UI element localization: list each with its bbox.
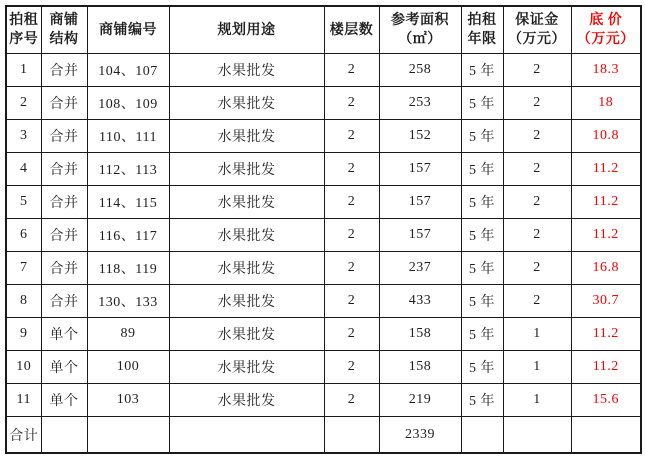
cell-floors: 2 (324, 351, 379, 384)
col-header-term (461, 6, 503, 54)
cell-base-price: 18 (571, 87, 641, 120)
table-row (6, 87, 641, 120)
col-header-area (379, 6, 461, 54)
cell-deposit: 1 (503, 318, 571, 351)
cell-area: 258 (379, 54, 461, 87)
col-header-base-price (571, 6, 641, 54)
cell-term: 5 年 (461, 318, 503, 351)
header-line: 参考面积 (391, 13, 449, 28)
cell-base-price: 10.8 (571, 120, 641, 153)
cell-shop-no: 104、107 (87, 54, 169, 87)
cell-shop-no: 116、117 (87, 219, 169, 252)
cell-structure: 合并 (41, 252, 87, 285)
cell-floors: 2 (324, 252, 379, 285)
cell-term: 5 年 (461, 87, 503, 120)
cell-term: 5 年 (461, 153, 503, 186)
cell-floors: 2 (324, 219, 379, 252)
header-line: 结构 (49, 32, 79, 47)
cell-seq: 10 (6, 351, 41, 384)
table-row (6, 153, 641, 186)
col-header-deposit (503, 6, 571, 54)
cell-use: 水果批发 (169, 252, 324, 285)
cell-seq: 9 (6, 318, 41, 351)
cell-area: 237 (379, 252, 461, 285)
cell-base-price: 11.2 (571, 318, 641, 351)
col-header-shop-no (87, 6, 169, 54)
cell-floors: 2 (324, 285, 379, 318)
cell-structure: 合并 (41, 87, 87, 120)
cell-structure: 单个 (41, 384, 87, 417)
cell-floors (324, 417, 379, 454)
cell-use: 水果批发 (169, 120, 324, 153)
cell-deposit: 2 (503, 120, 571, 153)
cell-term: 5 年 (461, 351, 503, 384)
col-header-structure (41, 6, 87, 54)
header-line: 商铺 (49, 13, 79, 28)
cell-seq: 6 (6, 219, 41, 252)
cell-seq: 2 (6, 87, 41, 120)
cell-use: 水果批发 (169, 87, 324, 120)
cell-use: 水果批发 (169, 219, 324, 252)
cell-shop-no: 103 (87, 384, 169, 417)
cell-floors: 2 (324, 186, 379, 219)
cell-shop-no: 89 (87, 318, 169, 351)
cell-floors: 2 (324, 54, 379, 87)
cell-floors: 2 (324, 87, 379, 120)
cell-base-price: 15.6 (571, 384, 641, 417)
shop-rental-table (5, 5, 642, 454)
cell-use: 水果批发 (169, 318, 324, 351)
cell-term: 5 年 (461, 384, 503, 417)
table-row (6, 351, 641, 384)
header-line: 商铺编号 (99, 22, 157, 38)
cell-area: 219 (379, 384, 461, 417)
cell-deposit: 2 (503, 285, 571, 318)
cell-use (169, 417, 324, 454)
cell-base-price: 11.2 (571, 351, 641, 384)
header-line: 底 价 (589, 13, 623, 28)
table-row (6, 384, 641, 417)
header-line: 拍租 (467, 13, 497, 28)
cell-base-price: 11.2 (571, 153, 641, 186)
cell-term: 5 年 (461, 54, 503, 87)
cell-deposit: 2 (503, 153, 571, 186)
total-area: 2339 (379, 417, 461, 454)
header-line: 保证金 (515, 13, 559, 28)
col-header-use (169, 6, 324, 54)
header-line: 序号 (9, 32, 39, 47)
cell-structure: 合并 (41, 120, 87, 153)
cell-deposit: 2 (503, 186, 571, 219)
table-row (6, 54, 641, 87)
cell-term: 5 年 (461, 285, 503, 318)
table-row (6, 252, 641, 285)
cell-base-price: 11.2 (571, 186, 641, 219)
cell-structure: 合并 (41, 54, 87, 87)
cell-seq: 11 (6, 384, 41, 417)
header-line: （㎡） (398, 32, 442, 47)
cell-deposit: 2 (503, 87, 571, 120)
cell-floors: 2 (324, 153, 379, 186)
cell-structure: 合并 (41, 285, 87, 318)
cell-seq: 7 (6, 252, 41, 285)
table-row (6, 318, 641, 351)
cell-deposit: 1 (503, 384, 571, 417)
cell-deposit: 2 (503, 219, 571, 252)
cell-seq: 4 (6, 153, 41, 186)
cell-term (461, 417, 503, 454)
col-header-seq (6, 6, 41, 54)
cell-area: 157 (379, 186, 461, 219)
cell-structure (41, 417, 87, 454)
cell-base-price: 30.7 (571, 285, 641, 318)
cell-floors: 2 (324, 318, 379, 351)
cell-area: 433 (379, 285, 461, 318)
cell-term: 5 年 (461, 252, 503, 285)
cell-shop-no: 114、115 (87, 186, 169, 219)
cell-shop-no: 130、133 (87, 285, 169, 318)
cell-term: 5 年 (461, 120, 503, 153)
cell-area: 157 (379, 153, 461, 186)
cell-deposit (503, 417, 571, 454)
cell-base-price (571, 417, 641, 454)
cell-term: 5 年 (461, 219, 503, 252)
cell-seq: 1 (6, 54, 41, 87)
header-line: 规划用途 (217, 22, 276, 38)
cell-floors: 2 (324, 120, 379, 153)
cell-use: 水果批发 (169, 351, 324, 384)
cell-base-price: 11.2 (571, 219, 641, 252)
total-row (6, 417, 641, 454)
cell-term: 5 年 (461, 186, 503, 219)
cell-seq: 5 (6, 186, 41, 219)
cell-use: 水果批发 (169, 384, 324, 417)
cell-structure: 合并 (41, 186, 87, 219)
cell-use: 水果批发 (169, 153, 324, 186)
col-header-floors (324, 6, 379, 54)
header-line: 年限 (467, 32, 497, 47)
cell-structure: 合并 (41, 219, 87, 252)
cell-base-price: 16.8 (571, 252, 641, 285)
cell-use: 水果批发 (169, 186, 324, 219)
cell-floors: 2 (324, 384, 379, 417)
header-line: （万元） (508, 32, 566, 47)
header-line: 拍租 (9, 13, 39, 28)
header-row (6, 6, 641, 54)
cell-deposit: 2 (503, 54, 571, 87)
table-row (6, 219, 641, 252)
cell-shop-no: 110、111 (87, 120, 169, 153)
cell-area: 158 (379, 351, 461, 384)
cell-use: 水果批发 (169, 285, 324, 318)
cell-area: 158 (379, 318, 461, 351)
table-row (6, 285, 641, 318)
cell-seq: 3 (6, 120, 41, 153)
cell-base-price: 18.3 (571, 54, 641, 87)
total-label: 合计 (6, 417, 41, 454)
header-line: 楼层数 (329, 22, 374, 38)
cell-deposit: 1 (503, 351, 571, 384)
cell-seq: 8 (6, 285, 41, 318)
cell-deposit: 2 (503, 252, 571, 285)
header-line: （万元） (576, 32, 635, 47)
cell-use: 水果批发 (169, 54, 324, 87)
table-row (6, 186, 641, 219)
cell-shop-no (87, 417, 169, 454)
table-row (6, 120, 641, 153)
cell-area: 152 (379, 120, 461, 153)
cell-structure: 单个 (41, 318, 87, 351)
cell-shop-no: 118、119 (87, 252, 169, 285)
cell-structure: 单个 (41, 351, 87, 384)
cell-structure: 合并 (41, 153, 87, 186)
cell-shop-no: 108、109 (87, 87, 169, 120)
cell-shop-no: 112、113 (87, 153, 169, 186)
cell-area: 157 (379, 219, 461, 252)
cell-shop-no: 100 (87, 351, 169, 384)
cell-area: 253 (379, 87, 461, 120)
